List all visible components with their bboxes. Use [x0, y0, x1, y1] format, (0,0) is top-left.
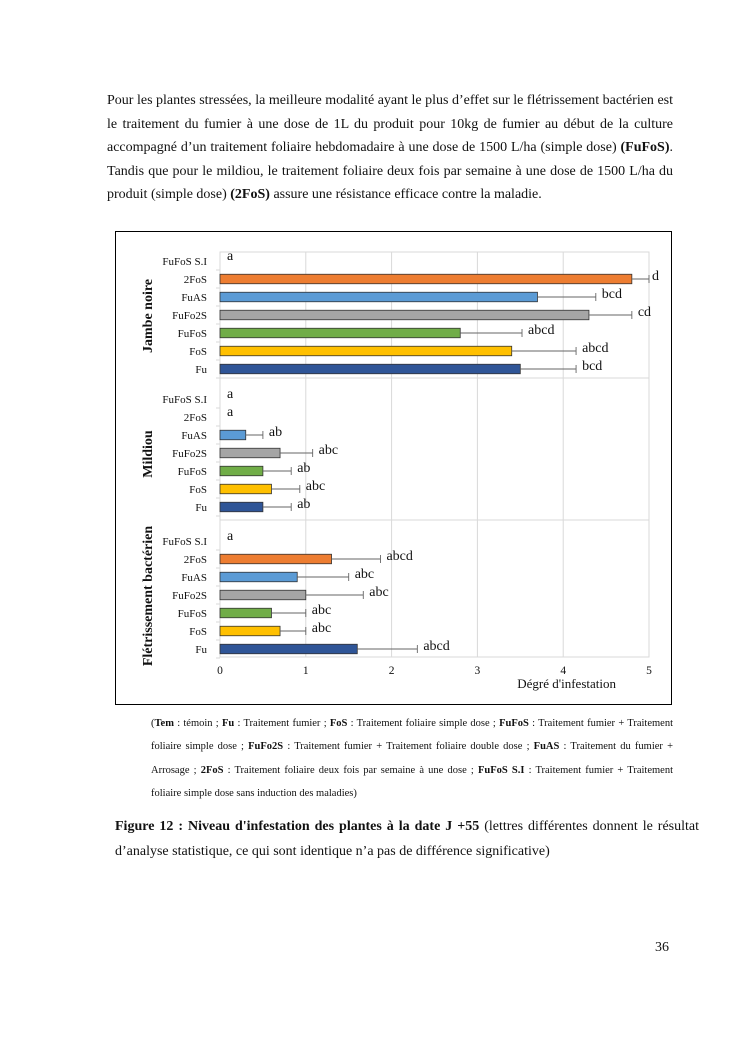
category-label: FuFoS	[177, 608, 207, 620]
bar	[220, 328, 460, 338]
page-number: 36	[655, 940, 669, 955]
category-label: FoS	[189, 626, 207, 638]
category-label: FuFo2S	[172, 448, 207, 460]
bar	[220, 430, 246, 440]
category-label: 2FoS	[183, 412, 207, 424]
category-label: FuAS	[181, 572, 207, 584]
legend-desc-fufo2s: : Traitement fumier + Traitement foliaire double dose ;	[283, 741, 534, 753]
legend-desc-tem: : témoin ;	[173, 718, 222, 729]
legend-desc-fuas: : Traitement du fumier + Arrosage ;	[151, 741, 673, 776]
abbreviation-legend	[151, 712, 673, 805]
bar	[220, 310, 589, 320]
significance-letter: ab	[297, 461, 311, 476]
legend-desc-fufossi: : Traitement fumier + Traitement foliaire simple dose sans induction des maladies	[151, 764, 673, 799]
x-tick-label: 5	[646, 665, 652, 677]
bar	[220, 448, 280, 458]
legend-desc-fu: : Traitement fumier ;	[234, 718, 330, 729]
group-label-1: Mildiou	[141, 430, 156, 478]
group-label-2: Flétrissement bactérien	[141, 525, 156, 667]
bar	[220, 502, 263, 512]
bar	[220, 364, 520, 374]
paragraph-text-1: Pour les plantes stressées, la meilleure modalité ayant le plus d’effet sur le flétrissement bactérien est le traitement du fumier à une dose de 1L du produit pour 10kg de fumier au début de la culture accompagné d’un traitement foliaire hebdomadaire à une dose de 1500 L/ha (simple dose)	[107, 93, 673, 155]
significance-letter: bcd	[601, 287, 623, 302]
bar	[220, 484, 271, 494]
x-tick-label: 4	[560, 665, 567, 677]
legend-key-fu: Fu	[221, 718, 235, 729]
category-label: FuFoS S.I	[162, 394, 207, 406]
x-tick-label: 3	[474, 665, 481, 677]
significance-letter: abcd	[423, 639, 450, 654]
category-label: FuFo2S	[172, 310, 207, 322]
bar	[220, 346, 512, 356]
category-label: FoS	[189, 346, 207, 358]
legend-key-fuas: FuAS	[533, 741, 560, 753]
bar	[220, 292, 537, 302]
legend-desc-fos: : Traitement foliaire simple dose ;	[347, 718, 500, 729]
significance-letter: a	[227, 529, 234, 544]
bar	[220, 466, 263, 476]
category-label: Fu	[195, 364, 207, 376]
legend-key-2fos: 2FoS	[200, 764, 224, 776]
bar	[220, 274, 632, 284]
bar	[220, 572, 297, 582]
category-label: Fu	[195, 502, 207, 514]
legend-key-fufossi: FuFoS S.I	[477, 764, 525, 776]
x-tick-label: 2	[388, 665, 395, 677]
category-label: FuAS	[181, 430, 207, 442]
legend-key-fos: FoS	[329, 718, 348, 729]
significance-letter: abc	[305, 479, 326, 494]
bar	[220, 554, 332, 564]
significance-letter: abcd	[528, 323, 555, 338]
category-label: FuFoS S.I	[162, 256, 207, 268]
group-label-0: Jambe noire	[141, 278, 156, 354]
bar	[220, 626, 280, 636]
significance-letter: bcd	[582, 359, 603, 374]
infestation-bar-chart	[116, 232, 671, 704]
legend-desc-fufos: : Traitement fumier + Traitement foliaire simple dose ;	[151, 718, 673, 753]
caption-text: (lettres différentes donnent le résultat d’analyse statistique, ce qui sont identique n’a pas de différence significative)	[115, 819, 699, 859]
significance-letter: ab	[297, 497, 311, 512]
x-axis-label: Dégré d'infestation	[517, 676, 616, 691]
legend-open-paren: (	[151, 718, 155, 729]
significance-letter: abc	[354, 567, 375, 582]
legend-desc-2fos: : Traitement foliaire deux fois par semaine à une dose ;	[223, 764, 478, 776]
paragraph-text-2: . Tandis que pour le mildiou, le traitement foliaire deux fois par semaine à une dose de 1500 L/ha du produit (simple dose)	[107, 140, 673, 202]
bar	[220, 644, 357, 654]
legend-key-fufo2s: FuFo2S	[248, 741, 284, 753]
significance-letter: abc	[318, 443, 339, 458]
figure-caption	[115, 814, 699, 864]
significance-letter: ab	[268, 425, 283, 440]
legend-key-tem: Tem	[154, 718, 174, 729]
category-label: FuFo2S	[172, 590, 207, 602]
category-label: FoS	[189, 484, 207, 496]
significance-letter: abcd	[386, 549, 413, 564]
category-label: FuFoS S.I	[162, 536, 207, 548]
x-tick-label: 1	[302, 665, 309, 677]
category-label: FuFoS	[177, 466, 207, 478]
caption-title: Figure 12 : Niveau d'infestation des plantes à la date J +55	[115, 819, 480, 834]
paragraph-bold-2fos: (2FoS)	[230, 187, 270, 202]
category-label: FuAS	[181, 292, 207, 304]
intro-paragraph	[107, 89, 673, 207]
category-label: 2FoS	[183, 274, 207, 286]
significance-letter: abcd	[582, 341, 609, 356]
significance-letter: cd	[637, 305, 652, 320]
bar	[220, 590, 306, 600]
paragraph-text-3: assure une résistance efficace contre la maladie.	[269, 187, 542, 202]
significance-letter: abc	[369, 585, 389, 600]
x-tick-label: 0	[217, 665, 223, 677]
significance-letter: abc	[311, 621, 332, 636]
significance-letter: d	[652, 269, 659, 284]
legend-close-paren: )	[353, 787, 357, 799]
category-label: FuFoS	[177, 328, 207, 340]
significance-letter: a	[227, 405, 234, 420]
paragraph-bold-fufos: (FuFoS)	[620, 140, 670, 155]
significance-letter: a	[227, 249, 234, 264]
bar	[220, 608, 271, 618]
category-label: Fu	[195, 644, 207, 656]
significance-letter: abc	[311, 603, 332, 618]
legend-key-fufos: FuFoS	[499, 718, 529, 729]
significance-letter: a	[227, 387, 234, 402]
category-label: 2FoS	[183, 554, 207, 566]
chart-frame	[115, 231, 672, 705]
